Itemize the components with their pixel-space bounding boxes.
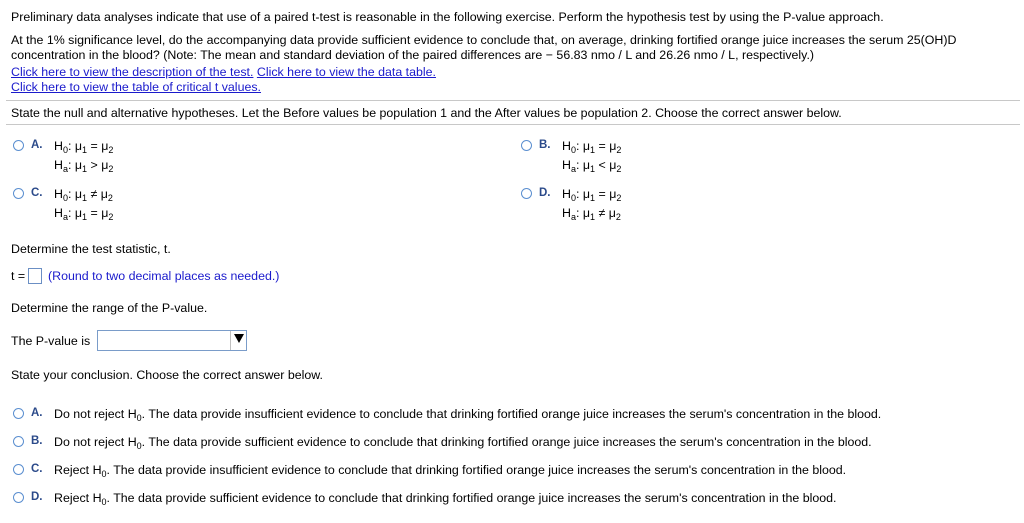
intro-line-2: At the 1% significance level, do the accompanying data provide sufficient evidence to conclude that, on average, drinking fortified orange juice increases the serum 25(OH)D — [11, 33, 957, 47]
description-link[interactable]: Click here to view the description of the test. — [11, 65, 254, 79]
hyp-d-alt: $H_a$: $\mu_1 \ne \mu_2$ — [562, 206, 621, 222]
p-value-label: The P-value is — [11, 334, 91, 348]
hyp-option-c-text — [54, 187, 113, 225]
hyp-c-null: $H_0$: $\mu_1 \ne \mu_2$ — [54, 187, 113, 203]
hyp-option-c-radio[interactable] — [13, 188, 24, 199]
links-row — [11, 65, 436, 79]
dropdown-arrow-box[interactable] — [230, 331, 246, 350]
conclusion-option-c-radio[interactable] — [13, 464, 24, 475]
conclusion-option-a-radio[interactable] — [13, 408, 24, 419]
hyp-option-b-text — [562, 139, 621, 177]
hyp-b-alt: $H_a$: $\mu_1 < \mu_2$ — [562, 158, 622, 174]
conclusion-option-d-letter: D. — [31, 491, 43, 503]
hyp-a-alt: $H_a$: $\mu_1 > \mu_2$ — [54, 158, 114, 174]
hyp-d-null: $H_0$: $\mu_1 = \mu_2$ — [562, 187, 622, 203]
hyp-option-b-letter: B. — [539, 139, 551, 151]
hyp-a-null: $H_0$: $\mu_1 = \mu_2$ — [54, 139, 114, 155]
data-table-link[interactable]: Click here to view the data table. — [256, 65, 436, 79]
hyp-option-b-radio[interactable] — [521, 140, 532, 151]
rounding-hint: (Round to two decimal places as needed.) — [48, 269, 280, 283]
conclusion-option-a-letter: A. — [31, 407, 43, 419]
conclusion-option-b-text: Do not reject $H_0$. The data provide sufficient evidence to conclude that drinking fortified orange juice increases the serum's concentration in the blood. — [54, 435, 872, 451]
critical-values-link[interactable]: Click here to view the table of critical t values. — [11, 80, 261, 94]
conclusion-option-c-text: Reject $H_0$. The data provide insufficient evidence to conclude that drinking fortified orange juice increases the serum's concentration in the blood. — [54, 463, 847, 479]
t-statistic-input[interactable] — [28, 268, 42, 284]
divider-top — [6, 100, 1020, 101]
hypotheses-prompt: State the null and alternative hypotheses. Let the Before values be population 1 and the After values be population 2. Choose the correct answer below. — [11, 106, 842, 120]
hyp-option-d-letter: D. — [539, 187, 551, 199]
chevron-down-icon[interactable] — [234, 334, 244, 343]
conclusion-option-b-radio[interactable] — [13, 436, 24, 447]
intro-line-1: Preliminary data analyses indicate that use of a paired t-test is reasonable in the following exercise. Perform the hypothesis test by using the P-value approach. — [11, 10, 884, 24]
hyp-option-a-letter: A. — [31, 139, 43, 151]
p-value-select[interactable] — [97, 330, 247, 351]
hyp-b-null: $H_0$: $\mu_1 = \mu_2$ — [562, 139, 622, 155]
t-label: t = — [11, 269, 26, 283]
test-statistic-prompt: Determine the test statistic, t. — [11, 242, 171, 256]
intro-line-3: concentration in the blood? (Note: The mean and standard deviation of the paired differences are − 56.83 nmo / L and 26.26 nmo / L, respectively.) — [11, 48, 815, 62]
conclusion-option-d-text: Reject $H_0$. The data provide sufficient evidence to conclude that drinking fortified orange juice increases the serum's concentration in the blood. — [54, 491, 837, 507]
hyp-option-d-text — [562, 187, 621, 225]
conclusion-prompt: State your conclusion. Choose the correct answer below. — [11, 368, 323, 382]
conclusion-option-d-radio[interactable] — [13, 492, 24, 503]
hyp-option-d-radio[interactable] — [521, 188, 532, 199]
divider-q1 — [6, 124, 1020, 125]
p-value-prompt: Determine the range of the P-value. — [11, 301, 208, 315]
conclusion-option-b-letter: B. — [31, 435, 43, 447]
hyp-option-a-radio[interactable] — [13, 140, 24, 151]
conclusion-option-a-text: Do not reject $H_0$. The data provide insufficient evidence to conclude that drinking fortified orange juice increases the serum's concentration in the blood. — [54, 407, 882, 423]
hyp-c-alt: $H_a$: $\mu_1 = \mu_2$ — [54, 206, 114, 222]
hyp-option-a-text — [54, 139, 113, 177]
hyp-option-c-letter: C. — [31, 187, 43, 199]
conclusion-option-c-letter: C. — [31, 463, 43, 475]
